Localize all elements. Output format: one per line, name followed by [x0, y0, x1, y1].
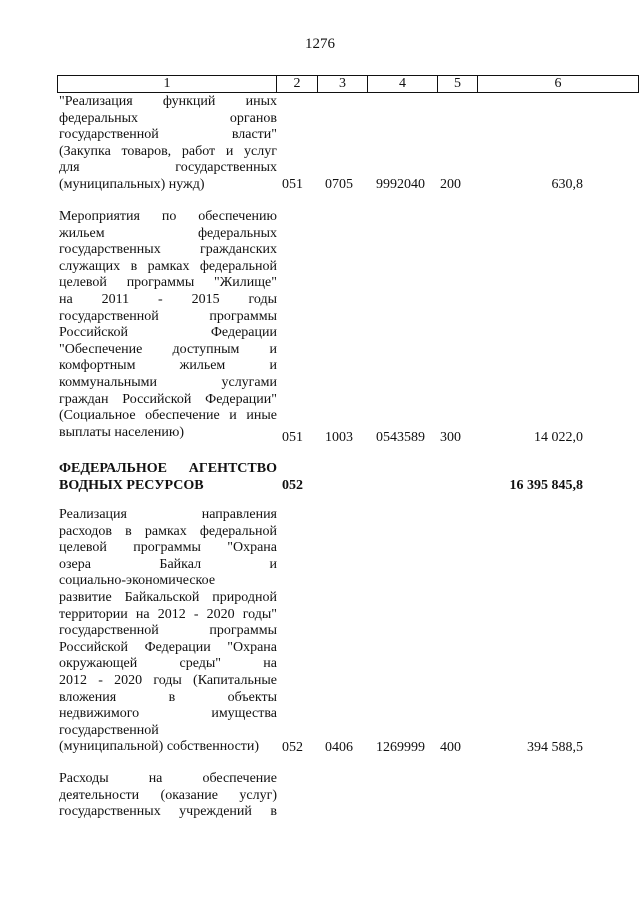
description-line: (Социальное обеспечение и иные: [59, 408, 277, 424]
column-header-1: 1: [57, 75, 277, 93]
section-code: 1003: [325, 430, 353, 445]
description-line: федеральных органов: [59, 110, 277, 126]
description-line: деятельности (оказание услуг): [59, 787, 277, 803]
target-article-code: 9992040: [376, 177, 425, 192]
description-line: целевой программы "Жилище": [59, 275, 277, 291]
description-line: Российской Федерации "Охрана: [59, 639, 277, 655]
description-line: целевой программы "Охрана: [59, 540, 277, 556]
column-header-2: 2: [276, 75, 318, 93]
description-line: (Закупка товаров, работ и услуг: [59, 143, 277, 159]
description-line: ФЕДЕРАЛЬНОЕ АГЕНТСТВО: [59, 461, 277, 476]
description-line: Реализация направления: [59, 507, 277, 522]
description-line: "Реализация функций иных: [59, 94, 277, 109]
amount: 14 022,0: [534, 430, 583, 445]
description-line: недвижимого имущества: [59, 706, 277, 722]
page-number: 1276: [305, 36, 335, 52]
description-line: вложения в объекты: [59, 689, 277, 705]
description-line: на 2011 - 2015 годы: [59, 291, 277, 307]
description-line: Мероприятия по обеспечению: [59, 209, 277, 224]
description-line: "Обеспечение доступным и: [59, 341, 277, 357]
description-line: развитие Байкальской природной: [59, 589, 277, 605]
description-line: государственной программы: [59, 308, 277, 324]
amount: 394 588,5: [527, 740, 583, 755]
expense-type-code: 300: [440, 430, 461, 445]
description-line: служащих в рамках федеральной: [59, 258, 277, 274]
ministry-code: 052: [282, 478, 303, 493]
description-line: 2012 - 2020 годы (Капитальные: [59, 672, 277, 688]
expense-type-code: 200: [440, 177, 461, 192]
row-description: [59, 94, 277, 194]
column-header-3: 3: [317, 75, 368, 93]
ministry-code: 052: [282, 740, 303, 755]
ministry-code: 051: [282, 177, 303, 192]
description-line: (муниципальной) собственности): [59, 739, 260, 755]
section-code: 0406: [325, 740, 353, 755]
description-line: для государственных: [59, 160, 277, 176]
description-line: выплаты населению): [59, 424, 184, 440]
target-article-code: 1269999: [376, 740, 425, 755]
description-line: ВОДНЫХ РЕСУРСОВ: [59, 477, 204, 493]
description-line: расходов в рамках федеральной: [59, 523, 277, 539]
row-description: [59, 507, 277, 756]
description-line: государственной программы: [59, 623, 277, 639]
target-article-code: 0543589: [376, 430, 425, 445]
column-header-6: 6: [477, 75, 639, 93]
description-line: жильем федеральных: [59, 225, 277, 241]
column-header-5: 5: [437, 75, 478, 93]
description-line: Расходы на обеспечение: [59, 771, 277, 786]
ministry-code: 051: [282, 430, 303, 445]
amount: 630,8: [551, 177, 583, 192]
description-line: граждан Российской Федерации": [59, 391, 277, 407]
column-header-4: 4: [367, 75, 438, 93]
row-description: [59, 771, 277, 821]
section-code: 0705: [325, 177, 353, 192]
row-description: [59, 209, 277, 441]
description-line: государственной: [59, 722, 159, 738]
description-line: комфортным жильем и: [59, 358, 277, 374]
description-line: Российской Федерации: [59, 325, 277, 341]
description-line: озера Байкал и: [59, 556, 277, 572]
agency-total-amount: 16 395 845,8: [509, 478, 583, 493]
description-line: территории на 2012 - 2020 годы": [59, 606, 277, 622]
description-line: окружающей среды" на: [59, 656, 277, 672]
expense-type-code: 400: [440, 740, 461, 755]
description-line: государственных гражданских: [59, 242, 277, 258]
description-line: коммунальными услугами: [59, 374, 277, 390]
agency-name: [59, 461, 277, 494]
description-line: социально-экономическое: [59, 573, 216, 589]
description-line: государственной власти": [59, 127, 277, 143]
description-line: государственных учреждений в: [59, 804, 277, 820]
description-line: (муниципальных) нужд): [59, 176, 205, 192]
